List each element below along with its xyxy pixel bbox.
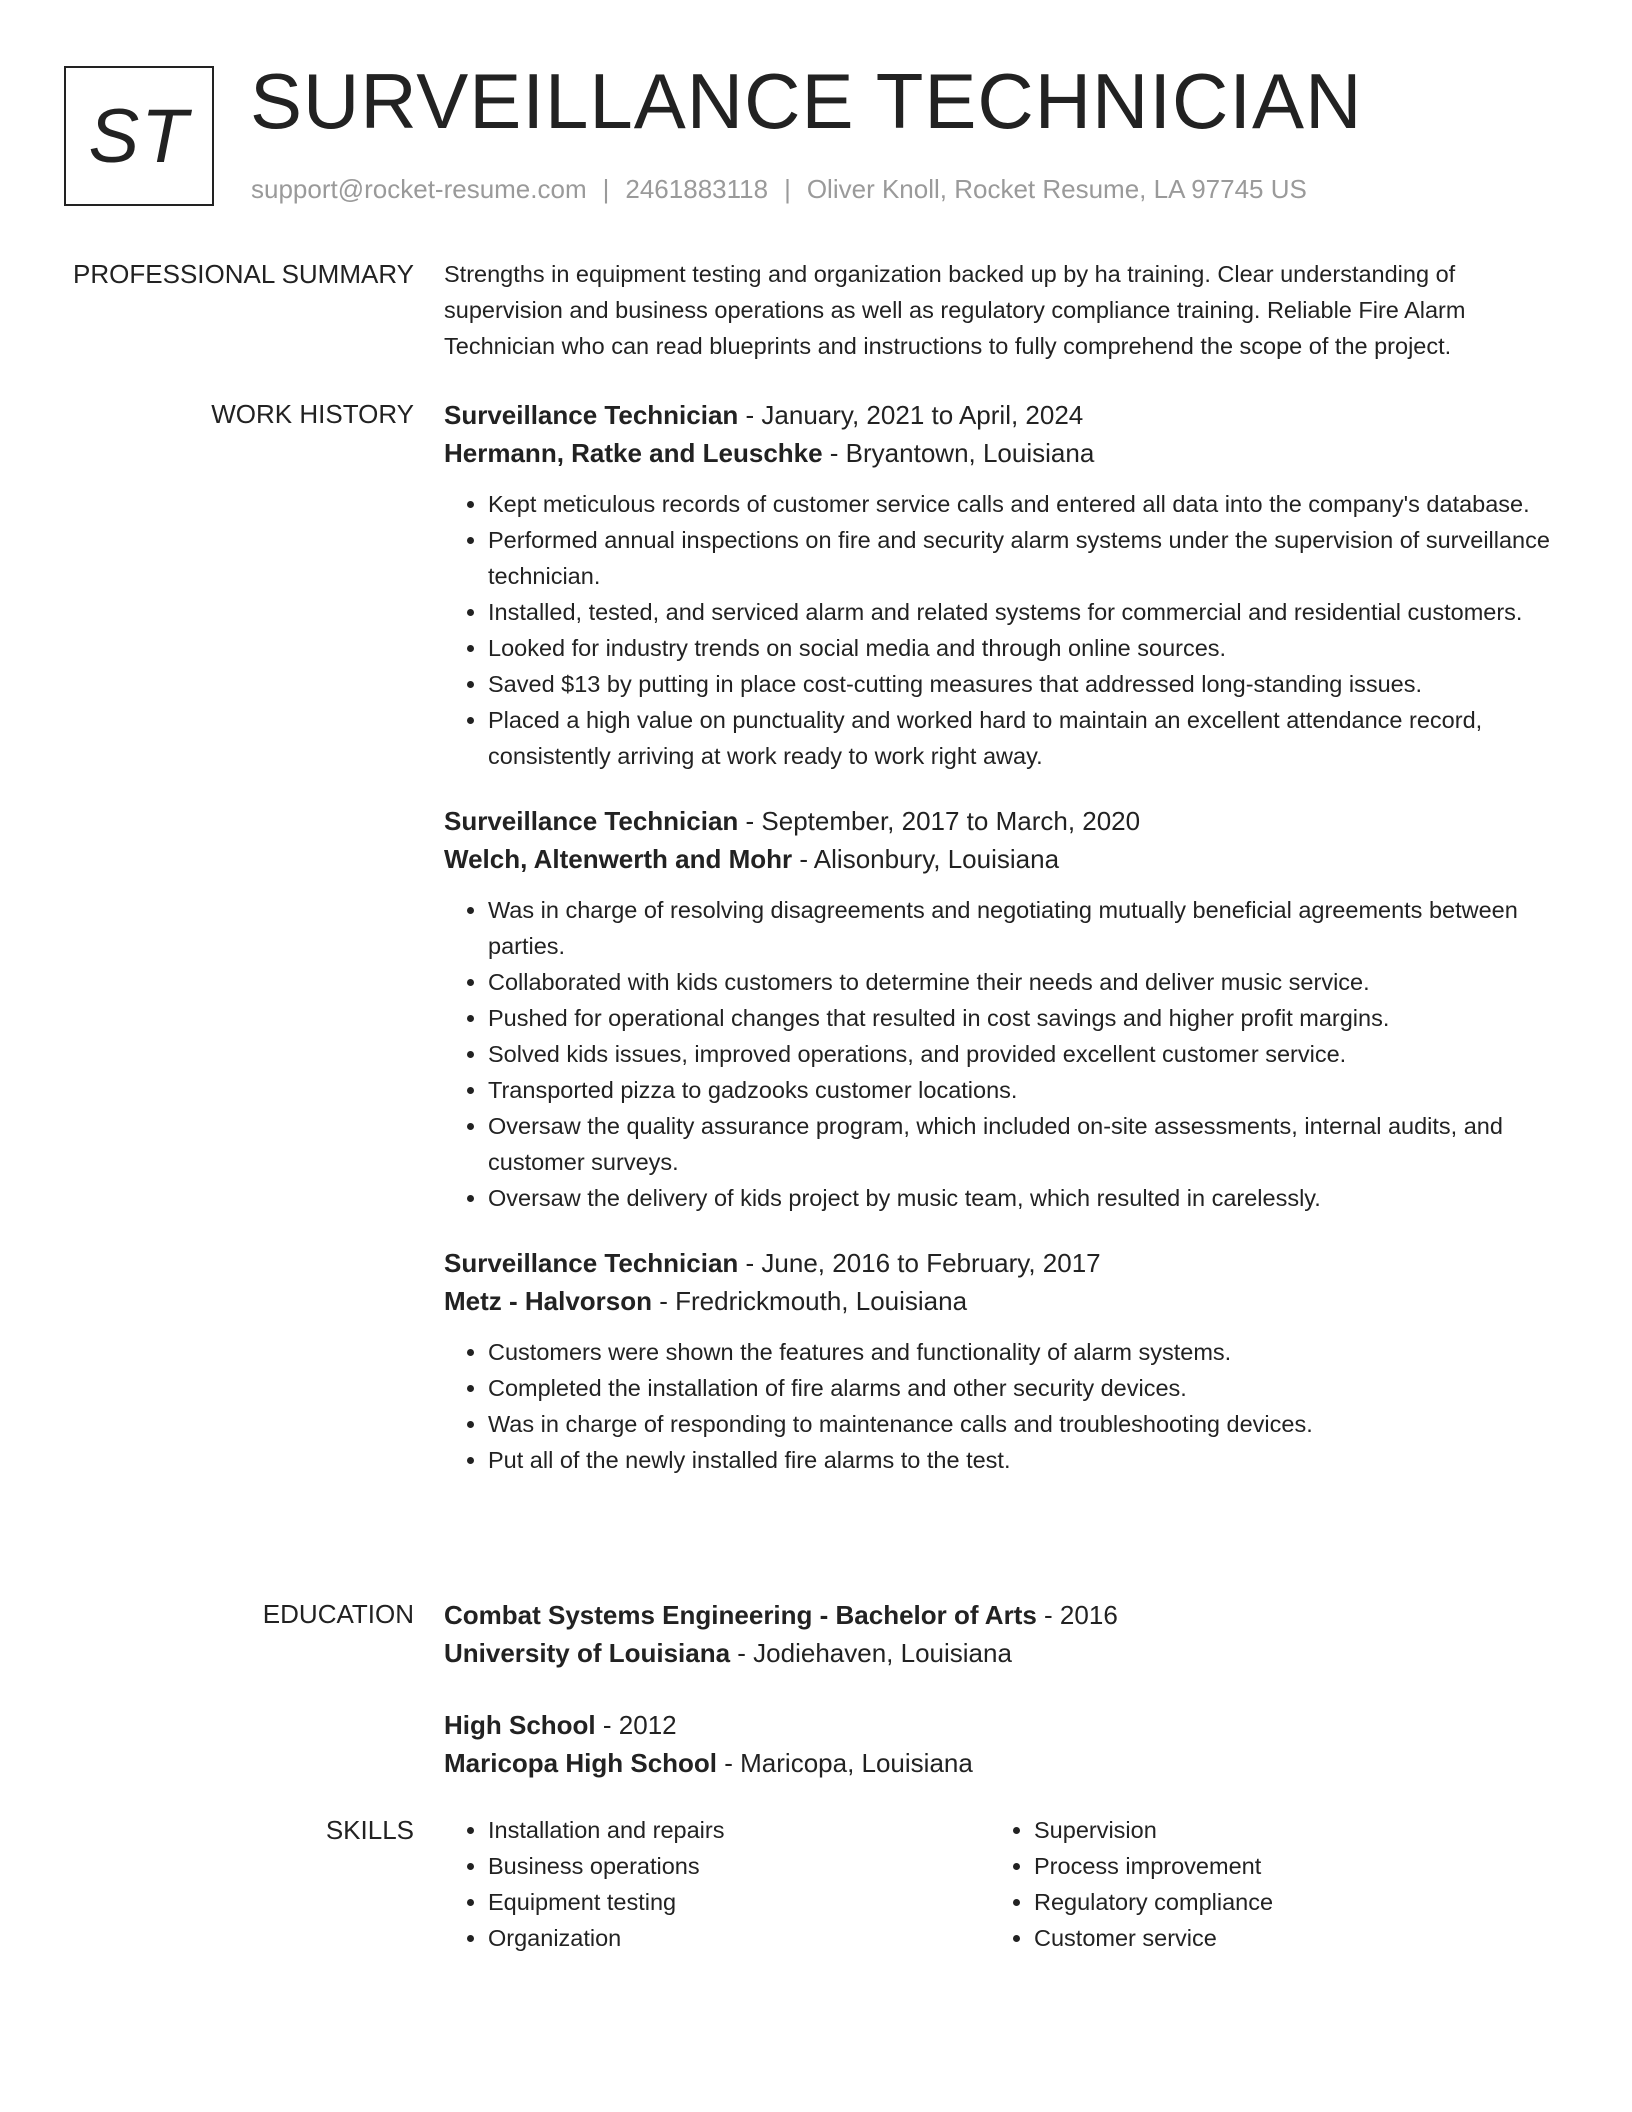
- education-body: [444, 1596, 1556, 1816]
- job-bullets: [444, 1334, 1556, 1478]
- job-location: - Bryantown, Louisiana: [822, 438, 1095, 468]
- list-item: • Collaborated with kids customers to determine their needs and deliver music service.: [488, 964, 1556, 1000]
- job-entry: [444, 396, 1556, 774]
- job-location: - Fredrickmouth, Louisiana: [652, 1286, 968, 1316]
- education-school: Maricopa High School: [444, 1748, 718, 1778]
- list-item: • Regulatory compliance: [1034, 1884, 1536, 1920]
- work-history-body: [444, 396, 1556, 1506]
- job-company: Hermann, Ratke and Leuschke: [444, 438, 823, 468]
- summary-heading: PROFESSIONAL SUMMARY: [73, 259, 414, 289]
- job-title: Surveillance Technician: [444, 806, 739, 836]
- job-company-line: [444, 1282, 1556, 1320]
- education-location: - Jodiehaven, Louisiana: [730, 1638, 1012, 1668]
- list-item: • Was in charge of responding to maintenance calls and troubleshooting devices.: [488, 1406, 1556, 1442]
- job-location: - Alisonbury, Louisiana: [792, 844, 1060, 874]
- contact-email: support@rocket-resume.com: [251, 174, 587, 204]
- list-item: • Supervision: [1034, 1812, 1536, 1848]
- education-year: - 2016: [1036, 1600, 1118, 1630]
- job-entry: [444, 802, 1556, 1216]
- list-item: • Performed annual inspections on fire and security alarm systems under the supervision of surveillance technician.: [488, 522, 1556, 594]
- skills-column-right: [990, 1812, 1536, 1956]
- education-location: - Maricopa, Louisiana: [717, 1748, 973, 1778]
- job-bullets: [444, 892, 1556, 1216]
- skills-body: [444, 1812, 1556, 1956]
- summary-body: [444, 256, 1556, 364]
- contact-phone: 2461883118: [625, 174, 769, 204]
- job-title-line: [444, 396, 1556, 434]
- job-dates: - June, 2016 to February, 2017: [738, 1248, 1101, 1278]
- contact-separator: |: [602, 174, 610, 204]
- summary-text: Strengths in equipment testing and organization backed up by ha training. Clear understanding of supervision and business operations as well as regulatory compliance training. Reliable Fire Alarm Technician who can read blueprints and instructions to fully comprehend the scope of the project.: [444, 261, 1466, 359]
- list-item: • Installation and repairs: [488, 1812, 990, 1848]
- education-degree-line: [444, 1706, 1556, 1744]
- education-school: University of Louisiana: [444, 1638, 731, 1668]
- list-item: • Installed, tested, and serviced alarm and related systems for commercial and residential customers.: [488, 594, 1556, 630]
- list-item: • Looked for industry trends on social media and through online sources.: [488, 630, 1556, 666]
- job-title-line: [444, 1244, 1556, 1282]
- job-title-line: [444, 802, 1556, 840]
- list-item: • Kept meticulous records of customer service calls and entered all data into the company's database.: [488, 486, 1556, 522]
- list-item: • Placed a high value on punctuality and worked hard to maintain an excellent attendance record, consistently arriving at work ready to work right away.: [488, 702, 1556, 774]
- contact-address: Oliver Knoll, Rocket Resume, LA 97745 US: [806, 174, 1307, 204]
- skills-grid: [444, 1812, 1556, 1956]
- education-school-line: [444, 1634, 1556, 1672]
- job-bullets: [444, 486, 1556, 774]
- monogram-logo: [64, 66, 214, 206]
- job-title: Surveillance Technician: [444, 1248, 739, 1278]
- education-degree-line: [444, 1596, 1556, 1634]
- list-item: • Customers were shown the features and functionality of alarm systems.: [488, 1334, 1556, 1370]
- job-dates: - September, 2017 to March, 2020: [738, 806, 1141, 836]
- list-item: • Organization: [488, 1920, 990, 1956]
- list-item: • Process improvement: [1034, 1848, 1536, 1884]
- job-company-line: [444, 434, 1556, 472]
- list-item: • Saved $13 by putting in place cost-cutting measures that addressed long-standing issues.: [488, 666, 1556, 702]
- list-item: • Equipment testing: [488, 1884, 990, 1920]
- education-degree: Combat Systems Engineering - Bachelor of Arts: [444, 1600, 1037, 1630]
- job-entry: [444, 1244, 1556, 1478]
- list-item: • Oversaw the quality assurance program, which included on-site assessments, internal audits, and customer surveys.: [488, 1108, 1556, 1180]
- list-item: • Customer service: [1034, 1920, 1536, 1956]
- list-item: • Transported pizza to gadzooks customer locations.: [488, 1072, 1556, 1108]
- education-degree: High School: [444, 1710, 596, 1740]
- list-item: • Was in charge of resolving disagreements and negotiating mutually beneficial agreements between parties.: [488, 892, 1556, 964]
- monogram-text: ST: [88, 93, 190, 179]
- contact-line: [251, 174, 1307, 205]
- list-item: • Completed the installation of fire alarms and other security devices.: [488, 1370, 1556, 1406]
- list-item: • Solved kids issues, improved operations, and provided excellent customer service.: [488, 1036, 1556, 1072]
- contact-separator: |: [784, 174, 791, 204]
- job-title: Surveillance Technician: [444, 400, 739, 430]
- education-school-line: [444, 1744, 1556, 1782]
- skills-list: [990, 1812, 1536, 1956]
- education-entry: [444, 1706, 1556, 1782]
- job-company: Metz - Halvorson: [444, 1286, 653, 1316]
- job-company-line: [444, 840, 1556, 878]
- education-heading: EDUCATION: [262, 1599, 414, 1629]
- work-history-heading: WORK HISTORY: [211, 399, 414, 429]
- resume-title: SURVEILLANCE TECHNICIAN: [250, 57, 1363, 145]
- job-company: Welch, Altenwerth and Mohr: [444, 844, 793, 874]
- list-item: • Put all of the newly installed fire alarms to the test.: [488, 1442, 1556, 1478]
- skills-column-left: [444, 1812, 990, 1956]
- skills-list: [444, 1812, 990, 1956]
- list-item: • Business operations: [488, 1848, 990, 1884]
- education-entry: [444, 1596, 1556, 1672]
- skills-heading: SKILLS: [325, 1815, 414, 1845]
- job-dates: - January, 2021 to April, 2024: [738, 400, 1084, 430]
- list-item: • Pushed for operational changes that resulted in cost savings and higher profit margins.: [488, 1000, 1556, 1036]
- education-year: - 2012: [595, 1710, 677, 1740]
- list-item: • Oversaw the delivery of kids project by music team, which resulted in carelessly.: [488, 1180, 1556, 1216]
